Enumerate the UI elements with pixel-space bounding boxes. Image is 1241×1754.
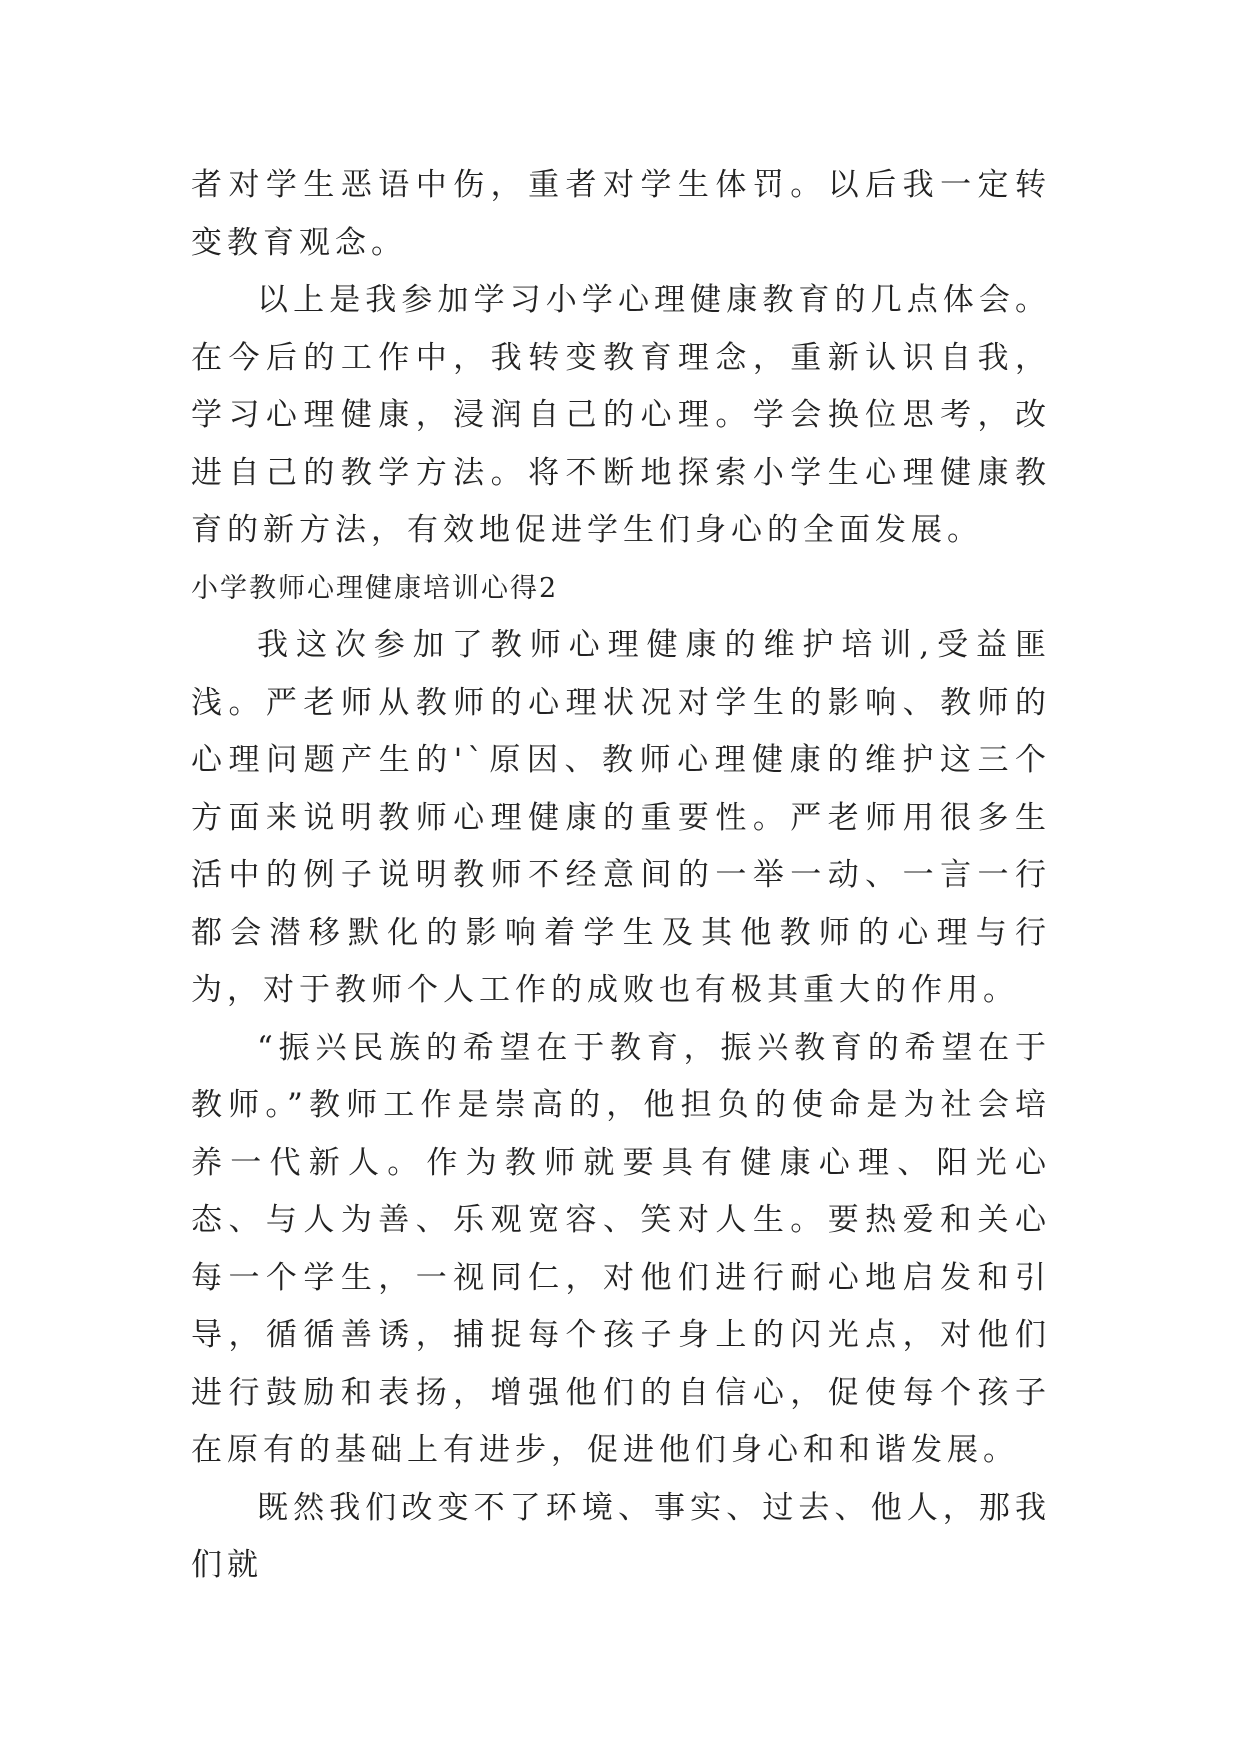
paragraph-continuation: 者对学生恶语中伤，重者对学生体罚。以后我一定转变教育观念。	[191, 167, 1051, 261]
section-heading: 小学教师心理健康培训心得2	[191, 572, 559, 604]
document-body	[191, 157, 1051, 1595]
paragraph-quote: “振兴民族的希望在于教育，振兴教育的希望在于教师。”教师工作是崇高的，他担负的使命是为社会培养一代新人。作为教师就要具有健康心理、阳光心态、与人为善、乐观宽容、笑对人生。要热爱和关心每一个学生，一视同仁，对他们进行耐心地启发和引导，循循善诱，捕捉每个孩子身上的闪光点，对他们进行鼓励和表扬，增强他们的自信心，促使每个孩子在原有的基础上有进步，促进他们身心和和谐发展。	[191, 1029, 1051, 1468]
paragraph-training: 我这次参加了教师心理健康的维护培训,受益匪浅。严老师从教师的心理状况对学生的影响、教师的心理问题产生的'`原因、教师心理健康的维护这三个方面来说明教师心理健康的重要性。严老师用很多生活中的例子说明教师不经意间的一举一动、一言一行都会潜移默化的影响着学生及其他教师的心理与行为，对于教师个人工作的成败也有极其重大的作用。	[191, 627, 1051, 1008]
paragraph-summary: 以上是我参加学习小学心理健康教育的几点体会。在今后的工作中，我转变教育理念，重新认识自我， 学习心理健康，浸润自己的心理。学会换位思考，改进自己的教学方法。将不断地探索小学生心理健康教育的新方法，有效地促进学生们身心的全面发展。	[191, 282, 1051, 548]
paragraph-closing: 既然我们改变不了环境、事实、过去、他人，那我们就	[191, 1489, 1051, 1583]
